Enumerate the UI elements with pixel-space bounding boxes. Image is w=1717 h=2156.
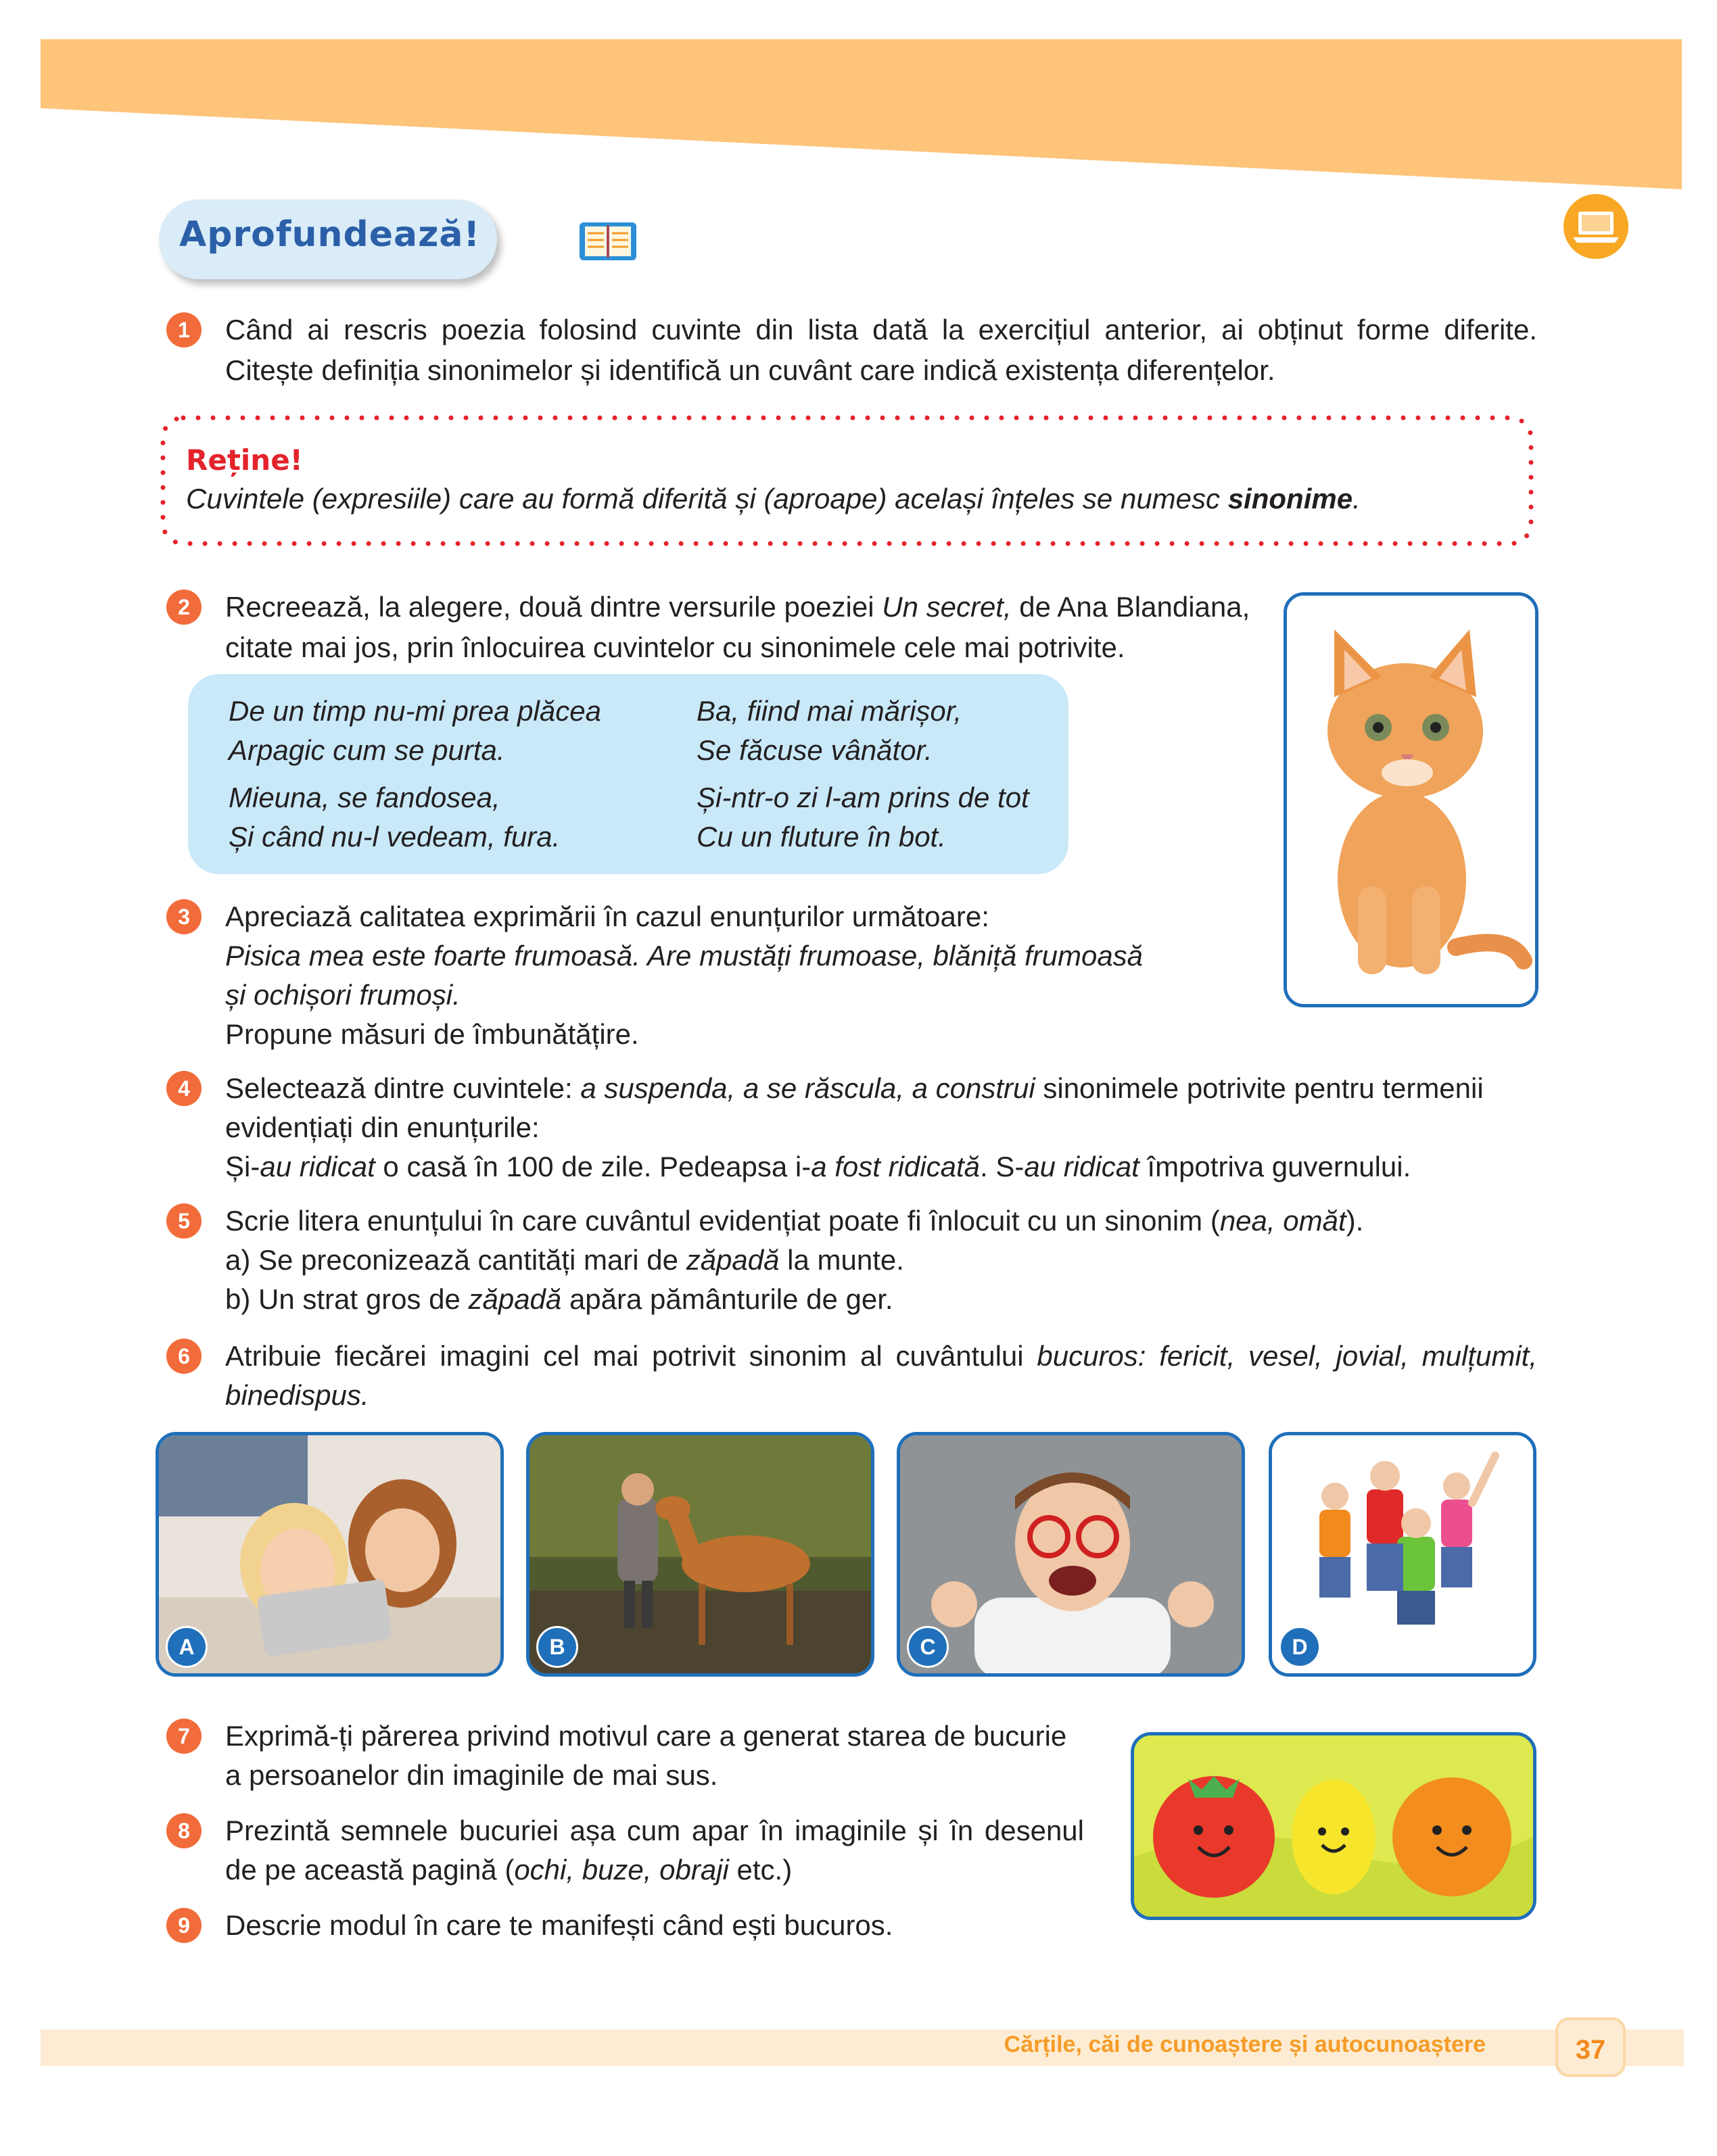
exercise-8-line-1: Prezintă semnele bucuriei așa cum apar în imaginile și în desenul [225, 1815, 1084, 1846]
exercise-1-line-1: Când ai rescris poezia folosind cuvinte din lista dată la exercițiul anterior, ai obținut forme diferite. [225, 314, 1537, 345]
retine-title: Reține! [186, 444, 303, 477]
exercise-number: 1 [166, 312, 202, 348]
exercise-5-line-1: Scrie litera enunțului în care cuvântul evidențiat poate fi înlocuit cu un sinonim (nea, omăt). [225, 1205, 1364, 1237]
poem-verse: De un timp nu-mi prea plăcea [229, 695, 601, 727]
poem-verse: Mieuna, se fandosea, [229, 782, 500, 813]
section-title: Aprofundează! [179, 214, 481, 255]
page-number: 37 [1555, 2017, 1626, 2077]
exercise-3-line-1: Apreciază calitatea exprimării în cazul enunțurilor următoare: [225, 901, 989, 932]
poem-verse: Ba, fiind mai mărișor, [697, 695, 962, 727]
exercise-8-line-2: de pe această pagină (ochi, buze, obraji etc.) [225, 1854, 793, 1886]
exercise-number: 9 [166, 1908, 202, 1943]
poem-verse: Arpagic cum se purta. [229, 734, 505, 766]
girls-tablet-illustration [159, 1435, 500, 1673]
top-banner [0, 0, 1717, 203]
exercise-5-option-a: a) Se preconizează cantități mari de zăpadă la munte. [225, 1244, 904, 1276]
retine-box-border [159, 414, 1535, 548]
exercise-4-line-2: evidențiați din enunțurile: [225, 1111, 540, 1143]
footer-chapter-title: Cărțile, căi de cunoaștere și autocunoaștere [1004, 2032, 1486, 2057]
poem-verse: Se făcuse vânător. [697, 734, 933, 766]
exercise-number: 7 [166, 1719, 202, 1754]
image-b-boy-deer [526, 1432, 874, 1677]
exercise-3-line-4: Propune măsuri de îmbunătățire. [225, 1018, 639, 1050]
exercise-5-option-b: b) Un strat gros de zăpadă apăra pământurile de ger. [225, 1283, 893, 1315]
image-label: C [907, 1626, 949, 1668]
exercise-7-line-2: a persoanelor din imaginile de mai sus. [225, 1759, 718, 1791]
exercise-2-line-2: citate mai jos, prin înlocuirea cuvintelor cu sinonimele cele mai potrivite. [225, 631, 1125, 663]
kitten-illustration [1287, 596, 1535, 1004]
exercise-number: 4 [166, 1071, 202, 1106]
exercise-9-line-1: Descrie modul în care te manifești când ești bucuros. [225, 1909, 893, 1941]
exercise-7-line-1: Exprimă-ți părerea privind motivul care a generat starea de bucurie [225, 1720, 1067, 1752]
exercise-number: 2 [166, 590, 202, 625]
exercise-number: 6 [166, 1339, 202, 1374]
exercise-number: 3 [166, 899, 202, 934]
poem-box [188, 674, 1068, 874]
keyword-sinonime: sinonime [1227, 483, 1353, 514]
kitten-image [1284, 592, 1538, 1007]
exercise-number: 8 [166, 1813, 202, 1848]
exercise-1-line-2: Citește definiția sinonimelor și identifică un cuvânt care indică existența diferențelor. [225, 354, 1275, 386]
image-d-dancing-kids [1269, 1432, 1536, 1677]
boy-glasses-illustration [900, 1435, 1242, 1673]
book-icon [578, 218, 638, 263]
exercise-4-line-3: Și-au ridicat o casă în 100 de zile. Pedeapsa i-a fost ridicată. S-au ridicat împotriva guvernului. [225, 1151, 1411, 1182]
poem-verse: Și-ntr-o zi l-am prins de tot [697, 782, 1029, 813]
exercise-number: 5 [166, 1203, 202, 1239]
exercise-4-line-1: Selectează dintre cuvintele: a suspenda, a se răscula, a construi sinonimele potrivite pentru termenii [225, 1072, 1484, 1104]
exercise-3-line-2: Pisica mea este foarte frumoasă. Are mustăți frumoase, blăniță frumoasă [225, 940, 1144, 972]
image-label: B [536, 1626, 578, 1668]
happy-fruits-drawing [1131, 1732, 1536, 1920]
image-c-boy-glasses [897, 1432, 1245, 1677]
happy-fruits-illustration [1134, 1735, 1533, 1917]
exercise-6-line-1: Atribuie fiecărei imagini cel mai potrivit sinonim al cuvântului bucuros: fericit, vesel, jovial, mulțumit, [225, 1340, 1538, 1372]
retine-definition: Cuvintele (expresiile) care au formă diferită și (aproape) același înțeles se numesc sinonime. [186, 483, 1361, 514]
boy-deer-illustration [530, 1435, 871, 1673]
poem-verse: Și când nu-l vedeam, fura. [229, 821, 561, 853]
image-label: D [1279, 1626, 1321, 1668]
section-header [159, 199, 497, 279]
image-label: A [166, 1626, 208, 1668]
poem-verse: Cu un fluture în bot. [697, 821, 946, 853]
exercise-2-line-1: Recreează, la alegere, două dintre versurile poeziei Un secret, de Ana Blandiana, [225, 591, 1250, 623]
image-a-girls-tablet [156, 1432, 504, 1677]
laptop-icon [1562, 193, 1630, 260]
exercise-6-line-2: binedispus. [225, 1379, 369, 1411]
exercise-3-line-3: și ochișori frumoși. [225, 979, 461, 1011]
